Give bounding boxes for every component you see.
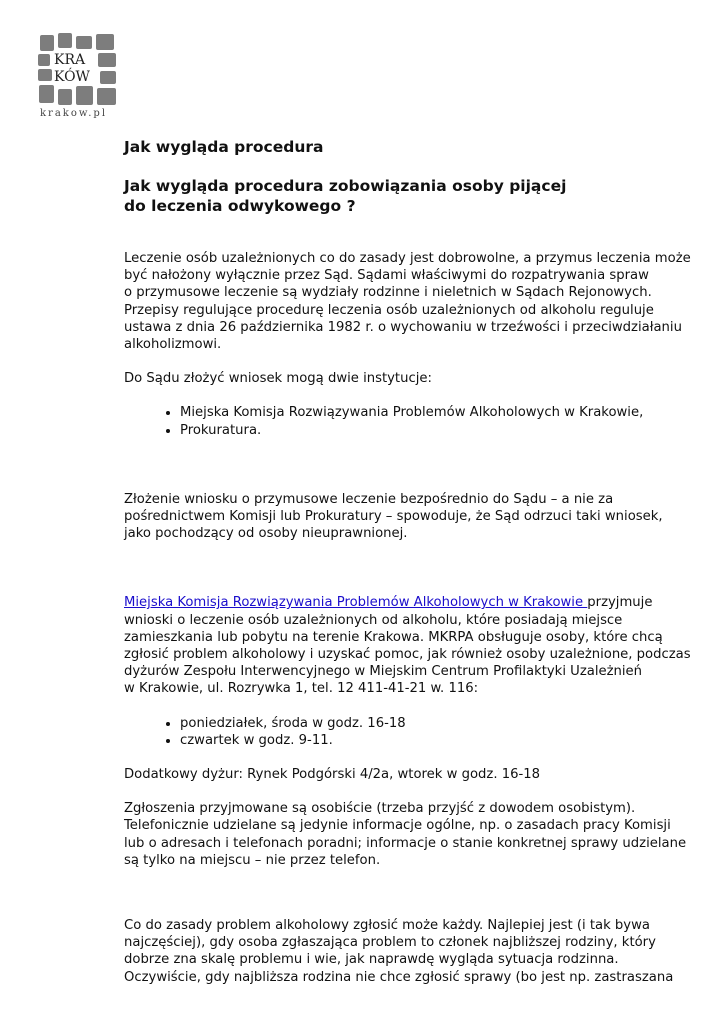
paragraph-institutions: Do Sądu złożyć wniosek mogą dwie instytucje: [124,371,432,387]
list-item: • czwartek w godz. 9-11. [180,732,704,749]
logo-url: krakow.pl [40,108,108,119]
institutions-list [124,404,704,438]
hours-list [124,715,704,749]
paragraph-intro: Leczenie osób uzależnionych co do zasady jest dobrowolne, a przymus leczenia może być nałożony wyłącznie przez Sąd. Sądami właściwymi do rozpatrywania spraw o przymusowe leczenie są wydziały rodzinne i nieletnich w Sądach Rejonowych. Przepisy regulujące procedurę leczenia osób uzależnionych od alkoholu reguluje ustawa z dnia 26 października 1982 r. o wychowaniu w trzeźwości i przeciwdziałaniu alkoholizmowi. [124,251,691,353]
list-item: • Prokuratura. [180,422,704,439]
logo-text-bottom: KÓW [54,69,90,85]
page-subtitle: Jak wygląda procedura zobowiązania osoby pijącej do leczenia odwykowego ? [124,177,567,215]
article [124,136,704,986]
commission-link[interactable]: Miejska Komisja Rozwiązywania Problemów Alkoholowych w Krakowie [124,595,588,611]
commission-text: przyjmuje wnioski o leczenie osób uzależnionych od alkoholu, które posiadają miejsce zamieszkania lub pobytu na terenie Krakowa. MKRPA obsługuje osoby, które chcą zgłosić problem alkoholowy i uzyskać pomoc, jak również osoby uzależnione, podczas dyżurów Zespołu Interwencyjnego w Miejskim Centrum Profilaktyki Uzależnień w Krakowie, ul. Rozrywka 1, tel. 12 411-41-21 w. 116: [124,595,691,697]
paragraph-who-reports: Co do zasady problem alkoholowy zgłosić może każdy. Najlepiej jest (i tak bywa najczęściej), gdy osoba zgłaszająca problem to członek najbliższej rodziny, który dobrze zna skalę problemu i wie, jak naprawdę wygląda sytuacja rodzinna. Oczywiście, gdy najbliższa rodzina nie chce zgłosić sprawy (bo jest np. zastraszana [124,918,674,985]
page-title: Jak wygląda procedura [124,138,324,156]
krakow-logo-squares [38,33,120,109]
paragraph-commission [124,594,704,697]
list-item: • Miejska Komisja Rozwiązywania Problemów Alkoholowych w Krakowie, [180,404,704,421]
paragraph-extra-duty: Dodatkowy dyżur: Rynek Podgórski 4/2a, wtorek w godz. 16-18 [124,767,541,783]
logo-text-top: KRA [54,52,86,68]
paragraph-rejection: Złożenie wniosku o przymusowe leczenie bezpośrednio do Sądu – a nie za pośrednictwem Komisji lub Prokuratury – spowoduje, że Sąd odrzuci taki wniosek, jako pochodzący od osoby nieuprawnionej. [124,491,663,542]
list-item: • poniedziałek, środa w godz. 16-18 [180,715,704,732]
paragraph-reports: Zgłoszenia przyjmowane są osobiście (trzeba przyjść z dowodem osobistym). Telefonicznie udzielane są jedynie informacje ogólne, np. o zasadach pracy Komisji lub o adresach i telefonach poradni; informacje o stanie konkretnej sprawy udzielane są tylko na miejscu – nie przez telefon. [124,801,687,868]
